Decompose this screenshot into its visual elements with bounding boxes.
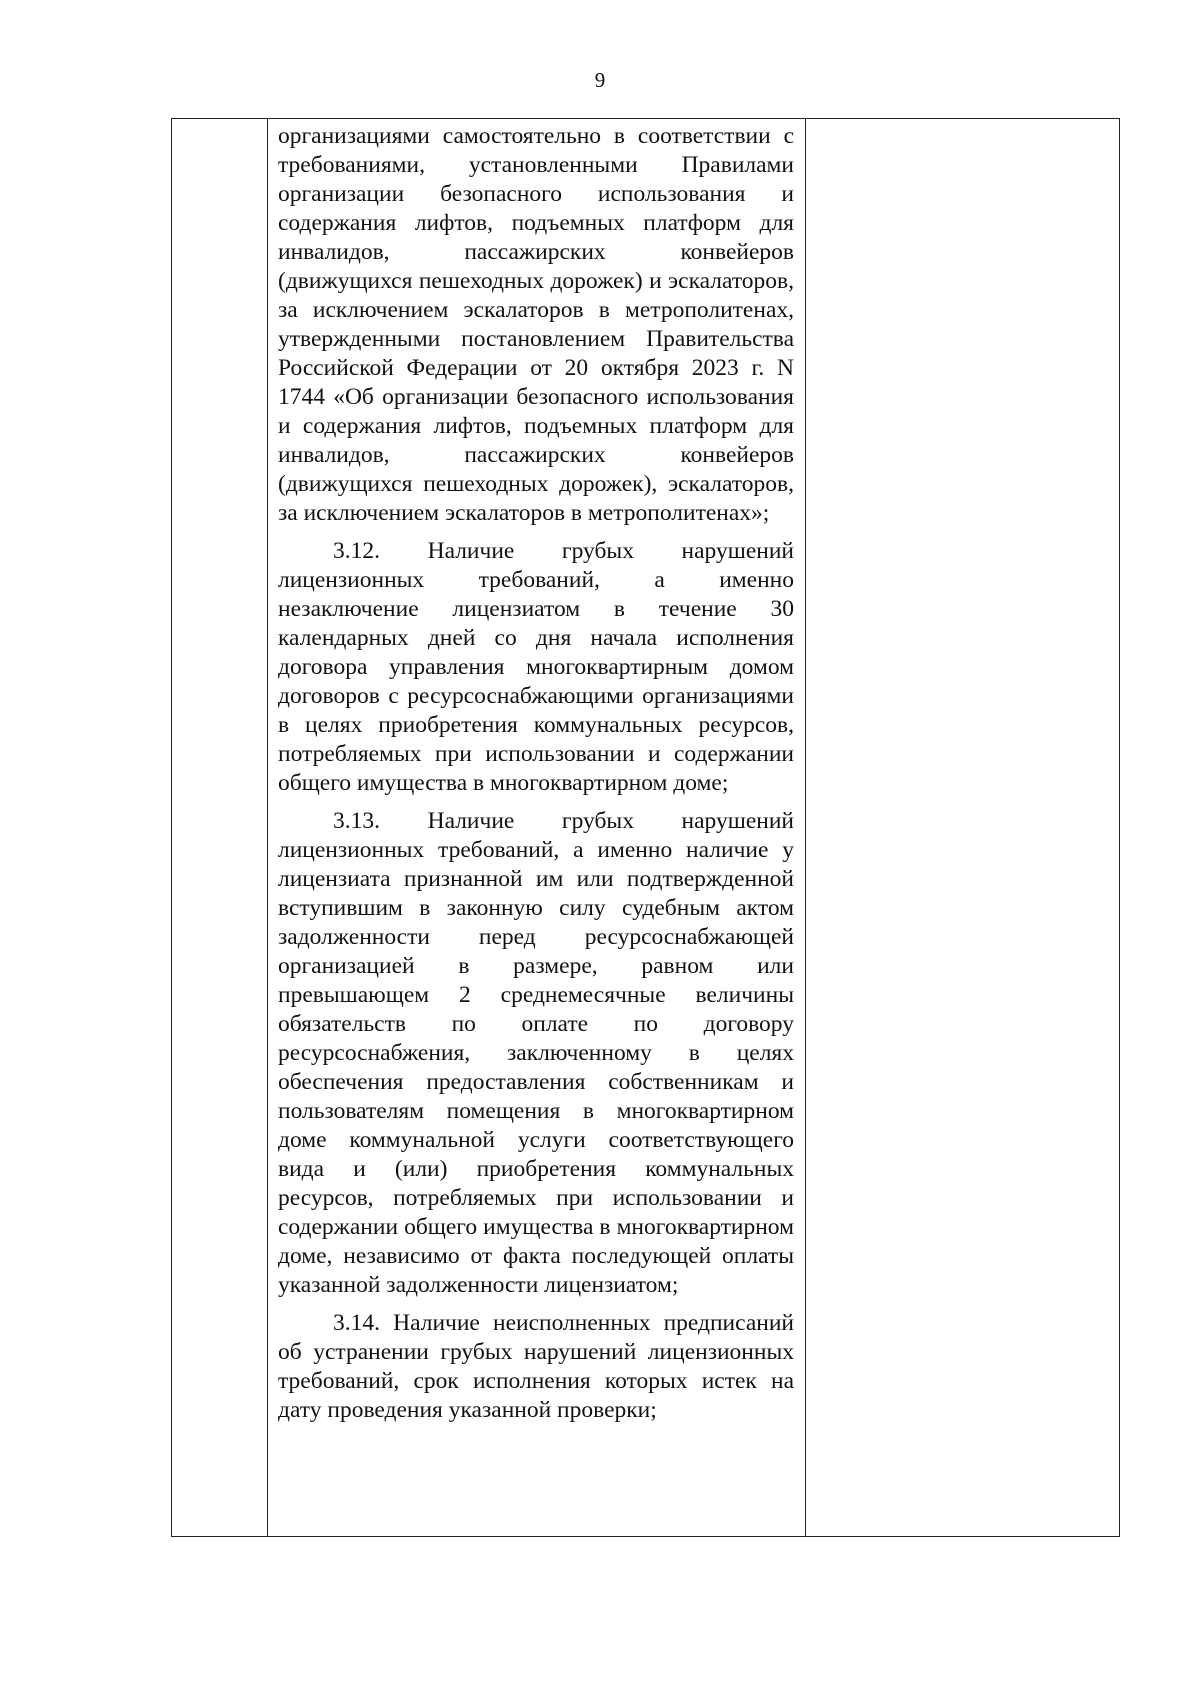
document-table bbox=[171, 118, 1120, 1537]
paragraph-3-13: 3.13. Наличие грубых нарушений лицензионных требований, а именно наличие у лицензиата признанной им или подтвержденной вступившим в законную силу судебным актом задолженности перед ресурсоснабжающей организацией в размере, равном или превышающем 2 среднемесячные величины обязательств по оплате по договору ресурсоснабжения, заключенному в целях обеспечения предоставления собственникам и пользователям помещения в многоквартирном доме коммунальной услуги соответствующего вида и (или) приобретения коммунальных ресурсов, потребляемых при использовании и содержании общего имущества в многоквартирном доме, независимо от факта последующей оплаты указанной задолженности лицензиатом; bbox=[278, 808, 794, 1298]
number-cell bbox=[172, 119, 268, 1537]
page-number: 9 bbox=[594, 68, 606, 92]
paragraph-continuation: организациями самостоятельно в соответствии с требованиями, установленными Правилами организации безопасного использования и содержания лифтов, подъемных платформ для инвалидов, пассажирских конвейеров (движущихся пешеходных дорожек) и эскалаторов, за исключением эскалаторов в метрополитенах, утвержденными постановлением Правительства Российской Федерации от 20 октября 2023 г. N 1744 «Об организации безопасного использования и содержания лифтов, подъемных платформ для инвалидов, пассажирских конвейеров (движущихся пешеходных дорожек), эскалаторов, за исключением эскалаторов в метрополитенах»; bbox=[278, 123, 794, 526]
notes-cell bbox=[806, 119, 1120, 1537]
text-cell bbox=[268, 119, 806, 1537]
table-row bbox=[172, 119, 1120, 1537]
paragraph-3-12: 3.12. Наличие грубых нарушений лицензионных требований, а именно незаключение лицензиатом в течение 30 календарных дней со дня начала исполнения договора управления многоквартирным домом договоров с ресурсоснабжающими организациями в целях приобретения коммунальных ресурсов, потребляемых при использовании и содержании общего имущества в многоквартирном доме; bbox=[278, 538, 794, 796]
paragraph-3-14: 3.14. Наличие неисполненных предписаний об устранении грубых нарушений лицензионных требований, срок исполнения которых истек на дату проведения указанной проверки; bbox=[278, 1310, 794, 1423]
